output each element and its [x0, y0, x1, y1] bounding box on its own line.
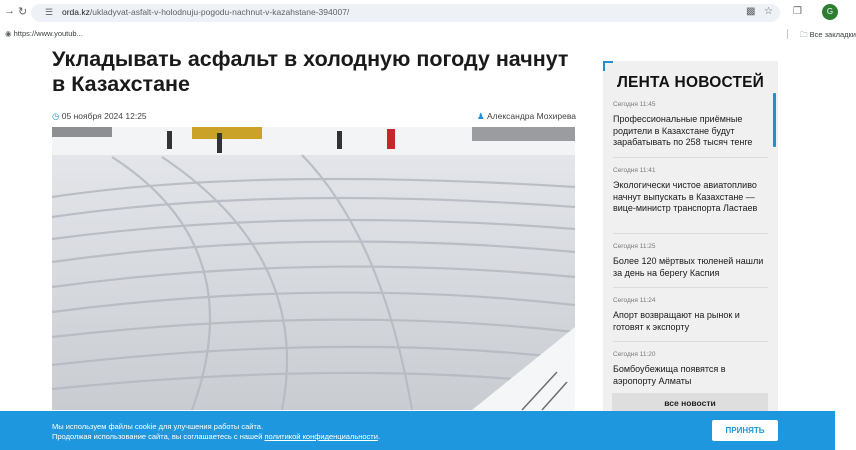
- news-divider: [613, 287, 768, 288]
- cookie-text-line2: [52, 432, 380, 441]
- news-time: Сегодня 11:41: [613, 167, 656, 174]
- bookmark-separator: [787, 29, 788, 39]
- news-item[interactable]: [613, 351, 768, 385]
- globe-icon: ◉: [5, 29, 12, 38]
- article-author[interactable]: [477, 111, 576, 122]
- back-icon[interactable]: →: [4, 5, 15, 17]
- bookmarks-bar: [0, 27, 856, 41]
- news-item[interactable]: [613, 297, 768, 333]
- news-item[interactable]: [613, 243, 768, 279]
- browser-toolbar: [0, 0, 835, 27]
- news-item[interactable]: [613, 167, 768, 215]
- cookie-text-prefix: Продолжая использование сайта, вы соглашаетесь с нашей: [52, 432, 265, 441]
- extensions-icon[interactable]: ❐: [793, 6, 802, 17]
- news-feed-scrollbar[interactable]: [773, 93, 776, 147]
- all-bookmarks-label: Все закладки: [809, 30, 856, 39]
- site-settings-icon[interactable]: ☰: [45, 7, 54, 17]
- news-feed-title: ЛЕНТА НОВОСТЕЙ: [616, 74, 765, 91]
- news-headline[interactable]: Экологически чистое авиатопливо начнут выпускать в Казахстане — вице-министр транспорта Ластаев: [613, 180, 758, 213]
- news-time: Сегодня 11:25: [613, 243, 656, 250]
- cookie-text-line1: Мы используем файлы cookie для улучшения работы сайта.: [52, 422, 264, 431]
- article-date: [52, 111, 147, 122]
- url-text[interactable]: [62, 7, 349, 17]
- news-item[interactable]: [613, 101, 768, 149]
- url-path: /ukladyvat-asfalt-v-holodnuju-pogodu-nachnut-v-kazahstane-394007/: [89, 7, 350, 17]
- all-bookmarks[interactable]: [800, 29, 856, 42]
- star-icon[interactable]: ☆: [764, 6, 773, 17]
- news-time: Сегодня 11:45: [613, 101, 656, 108]
- bookmark-label: https://www.youtub...: [13, 29, 83, 38]
- profile-avatar[interactable]: G: [822, 4, 838, 20]
- panel-corner-accent: [603, 61, 613, 71]
- cookie-text-suffix: .: [377, 432, 381, 441]
- accept-cookies-button[interactable]: ПРИНЯТЬ: [712, 420, 778, 441]
- news-time: Сегодня 11:20: [613, 351, 656, 358]
- news-divider: [613, 233, 768, 234]
- news-time: Сегодня 11:24: [613, 297, 656, 304]
- article-author-text: Александра Мохирева: [487, 111, 577, 121]
- folder-icon: 🗀: [800, 30, 808, 39]
- cast-icon[interactable]: ▩: [746, 6, 756, 17]
- user-icon: ♟: [477, 111, 485, 121]
- article-title: Укладывать асфальт в холодную погоду начнут в Казахстане: [52, 47, 569, 96]
- privacy-policy-link[interactable]: политикой конфиденциальности: [264, 432, 378, 441]
- reload-icon[interactable]: ↻: [18, 6, 28, 18]
- news-divider: [613, 341, 768, 342]
- news-headline[interactable]: Апорт возвращают на рынок и готовят к экспорту: [613, 310, 740, 332]
- snowy-road-illustration: [52, 127, 575, 410]
- news-headline[interactable]: Более 120 мёртвых тюленей нашли за день на берегу Каспия: [613, 256, 764, 278]
- url-host: orda.kz: [62, 7, 90, 17]
- bookmark-youtube[interactable]: [5, 29, 83, 38]
- news-headline[interactable]: Профессиональные приёмные родители в Казахстане будут зарабатывать по 258 тысяч тенге: [613, 114, 753, 147]
- all-news-button[interactable]: все новости: [612, 393, 768, 413]
- news-headline[interactable]: Бомбоубежища появятся в аэропорту Алматы: [613, 364, 726, 386]
- clock-icon: ◷: [52, 111, 60, 121]
- article-image: [52, 127, 575, 410]
- news-divider: [613, 157, 768, 158]
- article-date-text: 05 ноября 2024 12:25: [61, 111, 147, 121]
